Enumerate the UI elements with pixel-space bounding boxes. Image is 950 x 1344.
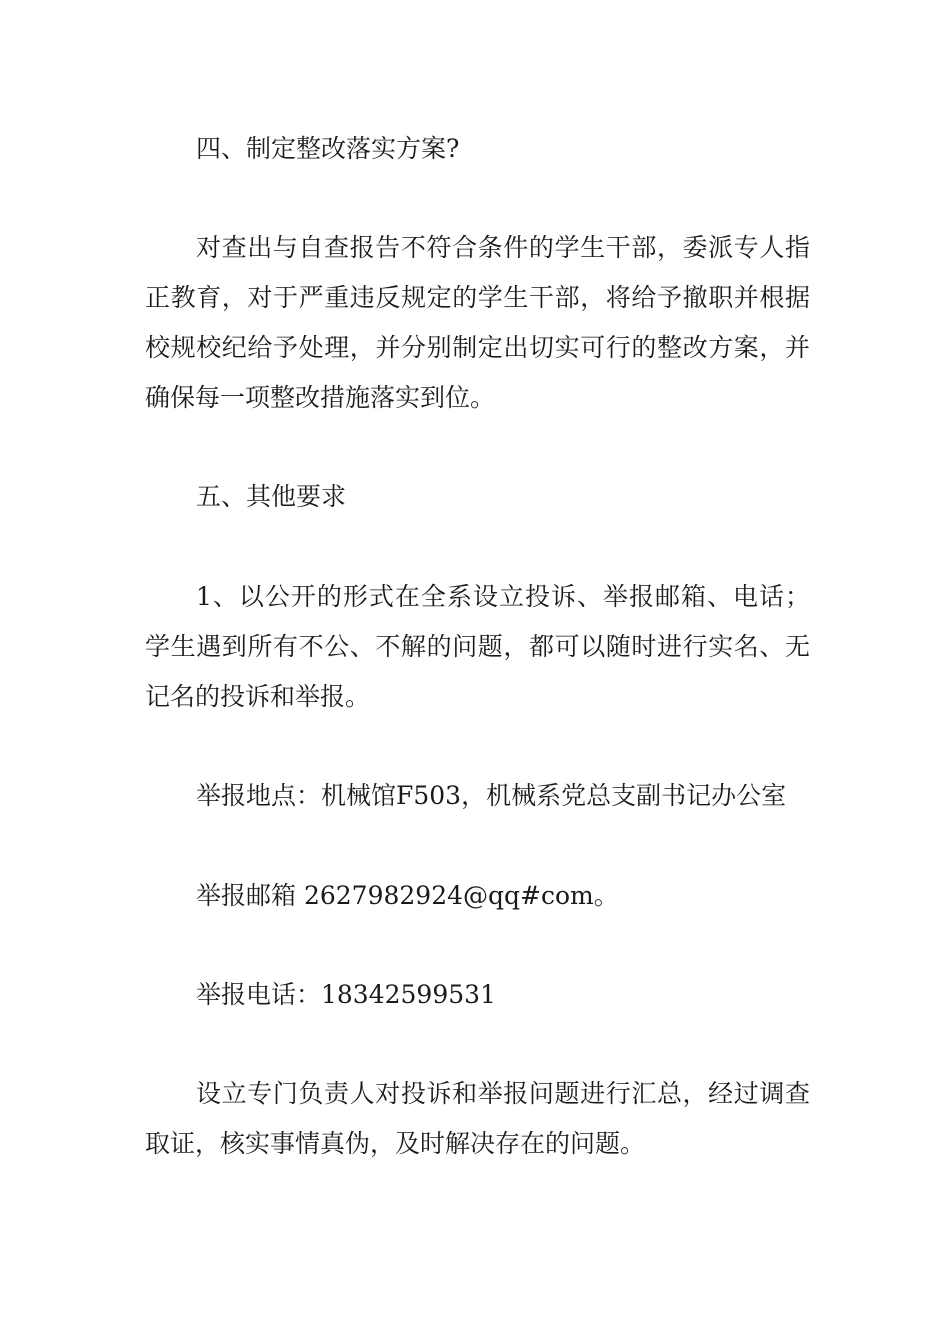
paragraph-responsible-person: 设立专门负责人对投诉和举报问题进行汇总，经过调查取证，核实事情真伪，及时解决存在的问题。 xyxy=(145,1079,810,1158)
paragraph-complaint-channels: 1、以公开的形式在全系设立投诉、举报邮箱、电话；学生遇到所有不公、不解的问题，都可以随时进行实名、无记名的投诉和举报。 xyxy=(145,582,810,711)
report-location: 举报地点：机械馆F503，机械系党总支副书记办公室 xyxy=(196,781,787,810)
section-heading-other-requirements: 五、其他要求 xyxy=(196,482,347,511)
report-email: 举报邮箱 2627982924@qq#com。 xyxy=(196,881,619,910)
paragraph-rectification-details: 对查出与自查报告不符合条件的学生干部，委派专人指正教育，对于严重违反规定的学生干部，将给予撤职并根据校规校纪给予处理，并分别制定出切实可行的整改方案，并确保每一项整改措施落实到位。 xyxy=(145,233,810,412)
section-heading-rectification-plan: 四、制定整改落实方案? xyxy=(196,134,460,163)
report-phone: 举报电话：18342599531 xyxy=(196,980,496,1009)
